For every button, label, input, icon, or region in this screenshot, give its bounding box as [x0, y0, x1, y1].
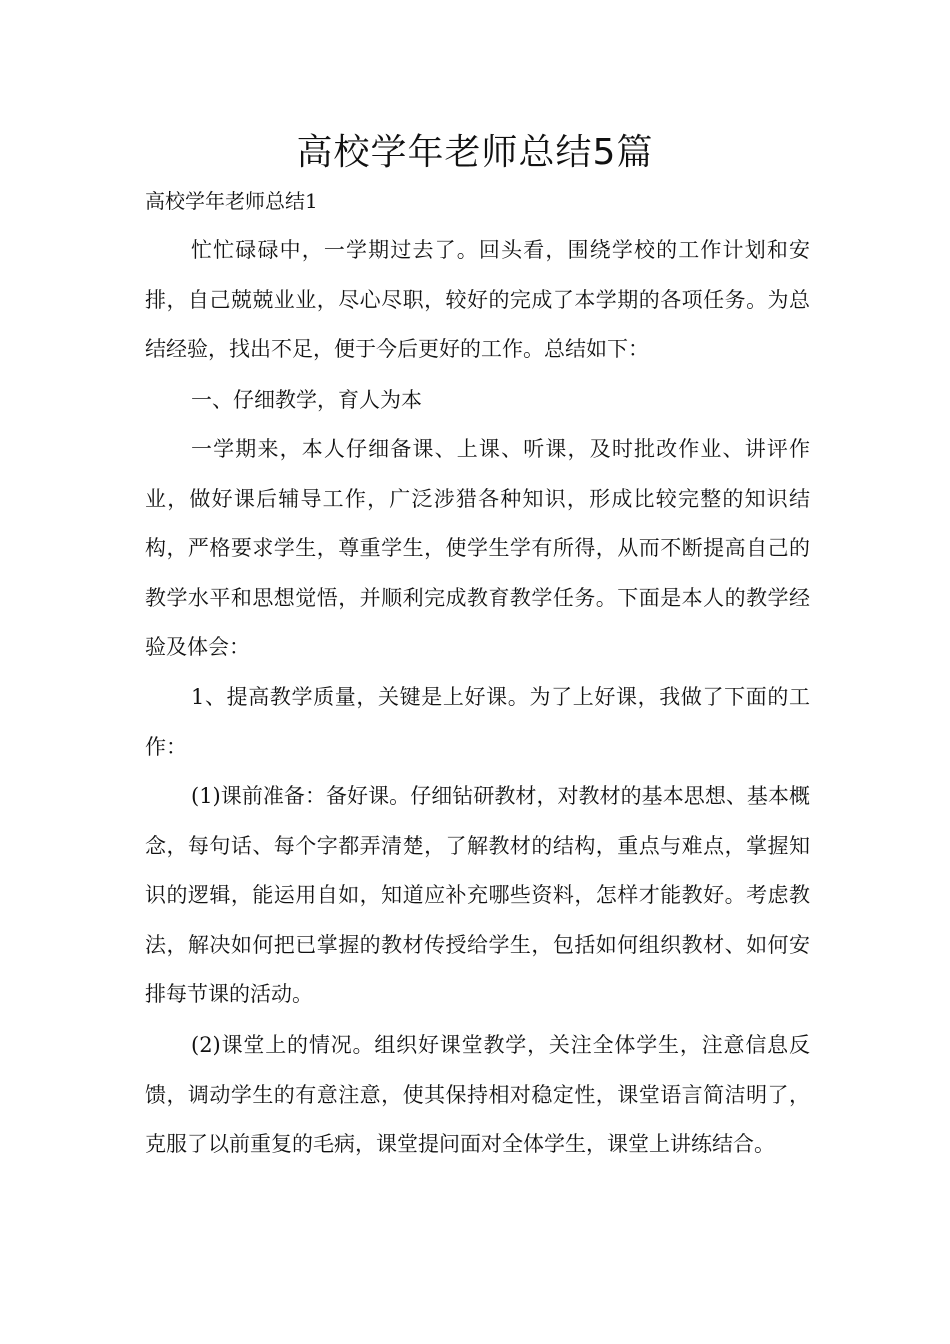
paragraph-prep: (1)课前准备：备好课。仔细钻研教材，对教材的基本思想、基本概念，每句话、每个字都弄清楚，了解教材的结构，重点与难点，掌握知识的逻辑，能运用自如，知道应补充哪些资料，怎样才能教好。考虑教法，解决如何把已掌握的教材传授给学生，包括如何组织教材、如何安排每节课的活动。 [145, 784, 810, 1006]
paragraph-point-1: 1、提高教学质量，关键是上好课。为了上好课，我做了下面的工作： [145, 685, 810, 759]
paragraph-classroom: (2)课堂上的情况。组织好课堂教学，关注全体学生，注意信息反馈，调动学生的有意注意，使其保持相对稳定性，课堂语言简洁明了，克服了以前重复的毛病，课堂提问面对全体学生，课堂上讲练结合。 [145, 1033, 810, 1156]
paragraph-teaching: 一学期来，本人仔细备课、上课、听课，及时批改作业、讲评作业，做好课后辅导工作，广泛涉猎各种知识，形成比较完整的知识结构，严格要求学生，尊重学生，使学生学有所得，从而不断提高自己的教学水平和思想觉悟，并顺利完成教育教学任务。下面是本人的教学经验及体会： [145, 437, 810, 659]
section-heading: 一、仔细教学，育人为本 [191, 388, 422, 412]
document-subtitle: 高校学年老师总结1 [145, 189, 318, 213]
document-title: 高校学年老师总结5篇 [296, 132, 654, 173]
paragraph-intro: 忙忙碌碌中，一学期过去了。回头看，围绕学校的工作计划和安排，自己兢兢业业，尽心尽职，较好的完成了本学期的各项任务。为总结经验，找出不足，便于今后更好的工作。总结如下： [145, 238, 810, 361]
